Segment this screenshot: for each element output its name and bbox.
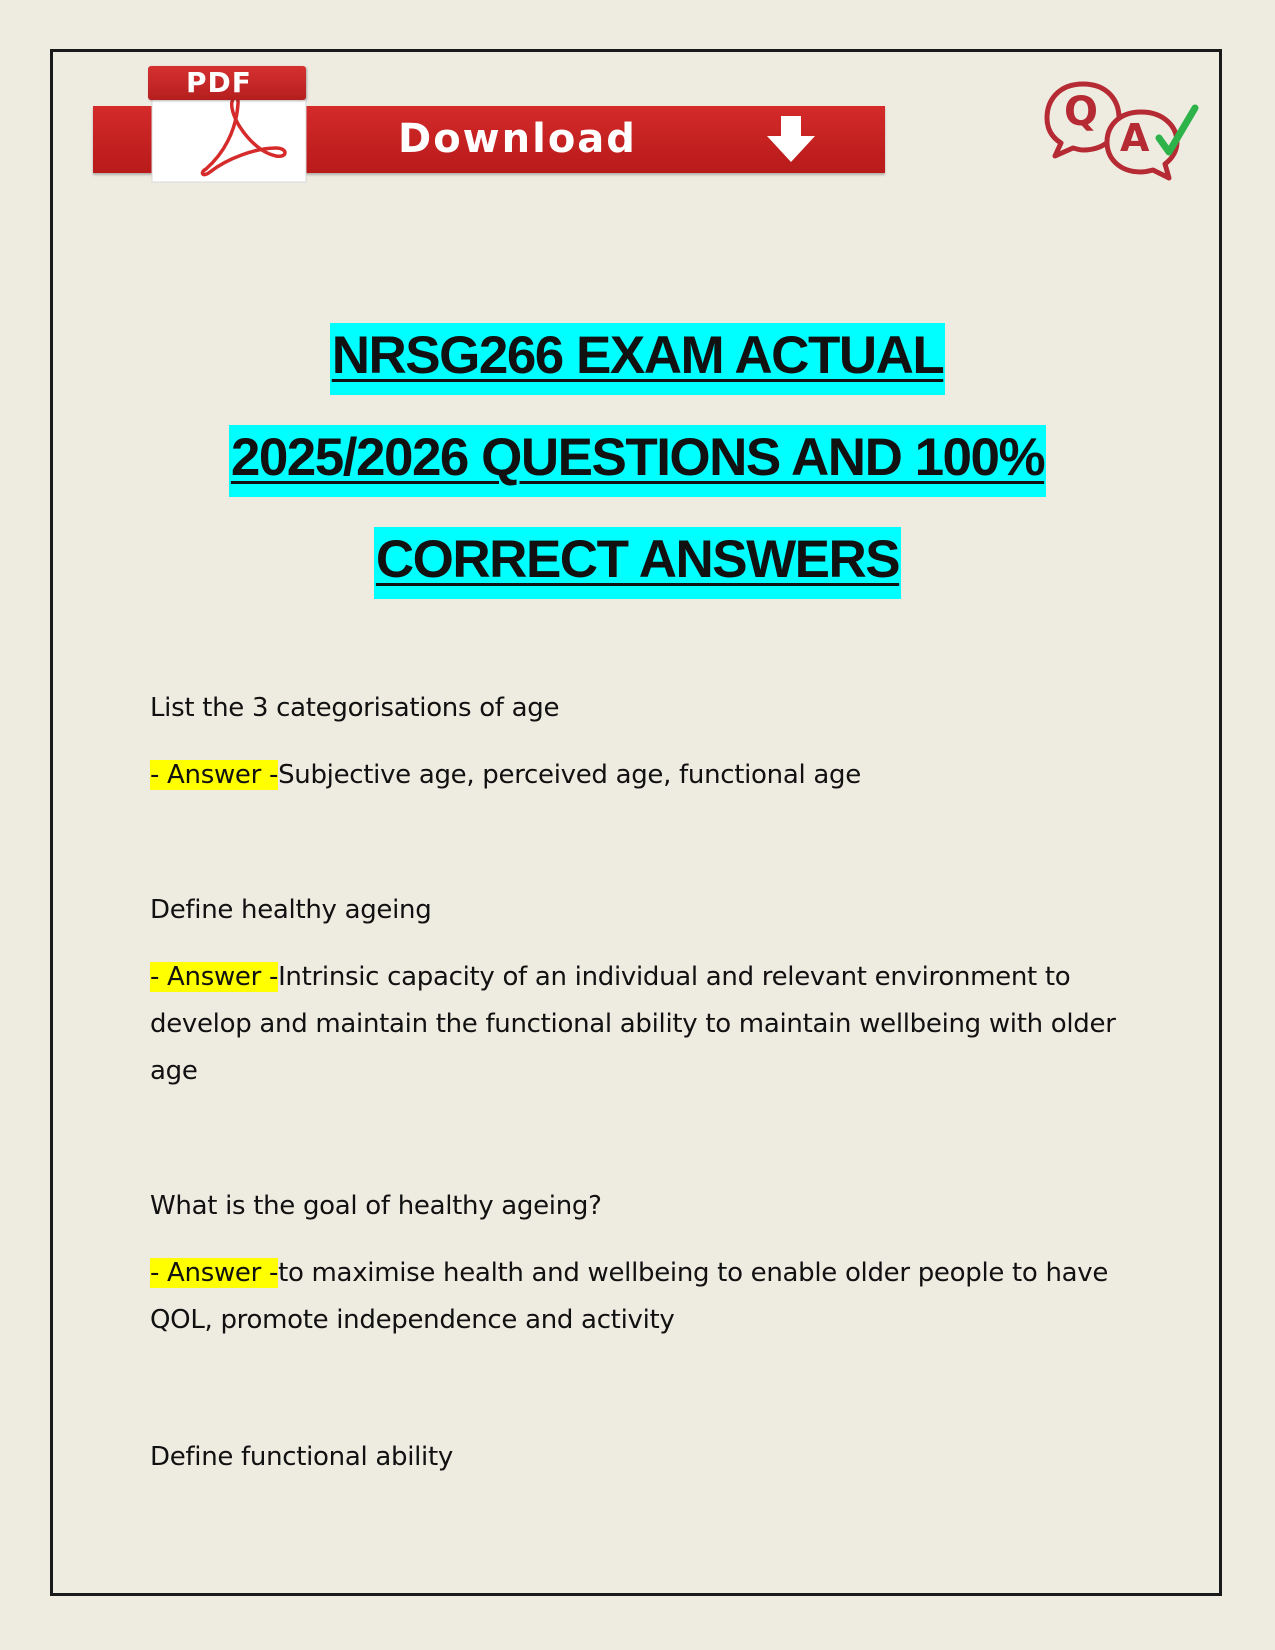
answer-text: Intrinsic capacity of an individual and relevant environment to develop and maintain the functional ability to maintain wellbeing with older age — [150, 962, 1116, 1086]
answer-block — [150, 954, 1150, 1095]
answer-label: - Answer - — [150, 760, 279, 790]
pdf-document-icon — [148, 64, 308, 184]
answer-block — [150, 752, 1150, 799]
document-title — [60, 305, 1215, 611]
title-line-3: CORRECT ANSWERS — [374, 527, 901, 599]
question-text: What is the goal of healthy ageing? — [150, 1191, 602, 1221]
pdf-download-banner[interactable] — [93, 60, 885, 184]
qa-item — [150, 1434, 1150, 1481]
title-line-1: NRSG266 EXAM ACTUAL — [330, 323, 946, 395]
pdf-tab — [148, 66, 306, 100]
question-text: Define functional ability — [150, 1442, 453, 1472]
answer-block — [150, 1250, 1150, 1344]
answer-text: to maximise health and wellbeing to enable older people to have QOL, promote independence and activity — [150, 1258, 1109, 1335]
download-arrow-icon[interactable] — [763, 114, 819, 166]
logo-letter-q: Q — [1064, 89, 1099, 135]
logo-letter-a: A — [1120, 116, 1150, 160]
title-line-2: 2025/2026 QUESTIONS AND 100% — [229, 425, 1046, 497]
pdf-label: PDF — [186, 66, 252, 99]
question-text: List the 3 categorisations of age — [150, 693, 560, 723]
qa-logo — [1035, 78, 1210, 183]
qa-item — [150, 685, 1150, 799]
answer-text: Subjective age, perceived age, functional age — [278, 760, 861, 790]
question-text: Define healthy ageing — [150, 895, 432, 925]
answer-label: - Answer - — [150, 962, 279, 992]
qa-item — [150, 887, 1150, 1095]
page-border — [50, 49, 1222, 1596]
answer-label: - Answer - — [150, 1258, 279, 1288]
qa-item — [150, 1183, 1150, 1344]
download-label[interactable]: Download — [398, 116, 637, 162]
